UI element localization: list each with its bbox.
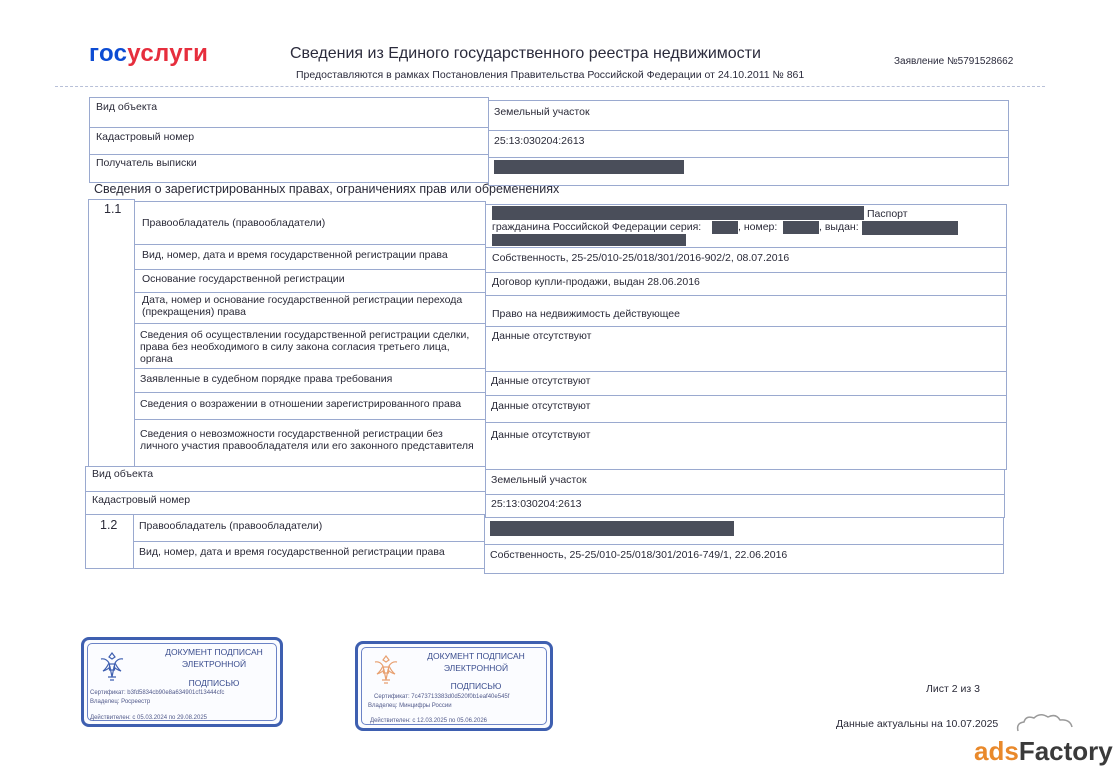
row-value-deal-consent: Данные отсутствуют [492,330,592,342]
row-label-personal-participation: Сведения о невозможности государственной регистрации без личного участия правообладателя или его законного представителя [140,428,474,452]
stamp-1-cert: Сертификат: b3fd5834cb90e8a634901cf13444cfc [90,690,225,696]
row-value-passport-issued-label: , выдан: [819,221,859,233]
factory-smoke-icon [1014,709,1076,735]
redacted-owner-2 [490,521,734,536]
header-divider [55,86,1045,87]
stamp-1-line3: ПОДПИСЬЮ [188,678,240,688]
row-value-basis: Договор купли-продажи, выдан 28.06.2016 [492,276,700,288]
adsfactory-watermark: adsFactory [974,736,1113,766]
stamp-1-line2: ЭЛЕКТРОННОЙ [181,659,247,669]
redacted-issued-by-line2 [492,234,686,246]
row-value-transfer: Право на недвижимость действующее [492,308,680,320]
row-label-object-type: Вид объекта [96,101,158,113]
document-subtitle: Предоставляются в рамках Постановления Правительства Российской Федерации от 24.10.2011 № 861 [296,69,805,81]
row-value-object-type: Земельный участок [494,106,590,118]
row-value-passport-series: гражданина Российской Федерации серия: [492,221,702,233]
stamp-2-valid: Действителен: с 12.03.2025 по 05.06.2026 [370,718,487,724]
russian-eagle-icon [98,649,126,683]
gosuslugi-logo: госуслуги [89,40,209,67]
document-title: Сведения из Единого государственного реестра недвижимости [290,45,761,62]
stamp-1-valid: Действителен: с 05.03.2024 по 29.08.2025 [90,715,207,721]
row-label-owner: Правообладатель (правообладатели) [142,217,326,229]
row-value-objection: Данные отсутствуют [491,400,591,412]
row-value-cadastral-number-2: 25:13:030204:2613 [491,498,582,510]
row-label-registration-2: Вид, номер, дата и время государственной регистрации права [139,546,445,558]
row-value-cadastral-number: 25:13:030204:2613 [494,135,585,147]
row-label-cadastral-number: Кадастровый номер [96,131,195,143]
russian-eagle-icon [372,652,400,686]
section-number-1-1: 1.1 [104,202,122,216]
row-label-registration: Вид, номер, дата и время государственной регистрации права [142,249,448,261]
row-label-objection: Сведения о возражении в отношении зарегистрированного права [140,398,462,410]
row-value-passport: Паспорт [867,208,908,220]
stamp-2-cert: Сертификат: 7c473713383d0d520f0b1eaf40e545f [374,694,510,700]
redacted-owner-name [492,206,864,220]
rights-section-title: Сведения о зарегистрированных правах, ограничениях прав или обременениях [94,182,560,196]
e-signature-stamp-mincifry [355,641,553,731]
stamp-2-owner: Владелец: Минцифры России [368,703,452,709]
stamp-1-line1: ДОКУМЕНТ ПОДПИСАН [165,647,263,657]
redacted-issued-by [862,221,958,235]
row-value-passport-number-label: , номер: [738,221,778,233]
e-signature-stamp-rosreestr [81,637,283,727]
row-label-recipient: Получатель выписки [96,157,197,169]
row-value-personal-participation: Данные отсутствуют [491,429,591,441]
redacted-series [712,221,738,234]
row-label-court-claims: Заявленные в судебном порядке права требования [140,373,393,385]
section-number-1-2: 1.2 [100,518,118,532]
sheet-number: Лист 2 из 3 [926,683,980,695]
row-value-registration-2: Собственность, 25-25/010-25/018/301/2016-749/1, 22.06.2016 [490,549,788,561]
row-label-basis: Основание государственной регистрации [142,273,345,285]
row-value-court-claims: Данные отсутствуют [491,375,591,387]
row-label-owner-2: Правообладатель (правообладатели) [139,520,323,532]
stamp-1-owner: Владелец: Росреестр [90,699,151,705]
stamp-2-line3: ПОДПИСЬЮ [450,681,502,691]
redacted-recipient [494,160,684,174]
row-label-cadastral-number-2: Кадастровый номер [92,494,191,506]
application-number: Заявление №5791528662 [894,56,1014,67]
data-actual-date: Данные актуальны на 10.07.2025 [836,718,999,730]
table-cell [88,199,135,467]
row-label-object-type-2: Вид объекта [92,468,154,480]
row-label-transfer: Дата, номер и основание государственной регистрации перехода (прекращения) права [142,294,463,318]
row-value-object-type-2: Земельный участок [491,474,587,486]
stamp-2-line1: ДОКУМЕНТ ПОДПИСАН [427,651,525,661]
redacted-number [783,221,819,234]
row-value-registration: Собственность, 25-25/010-25/018/301/2016-902/2, 08.07.2016 [492,252,790,264]
stamp-2-line2: ЭЛЕКТРОННОЙ [443,663,509,673]
row-label-deal-consent: Сведения об осуществлении государственной регистрации сделки, права без необходимого в силу закона согласия третьего лица, органа [140,329,470,365]
